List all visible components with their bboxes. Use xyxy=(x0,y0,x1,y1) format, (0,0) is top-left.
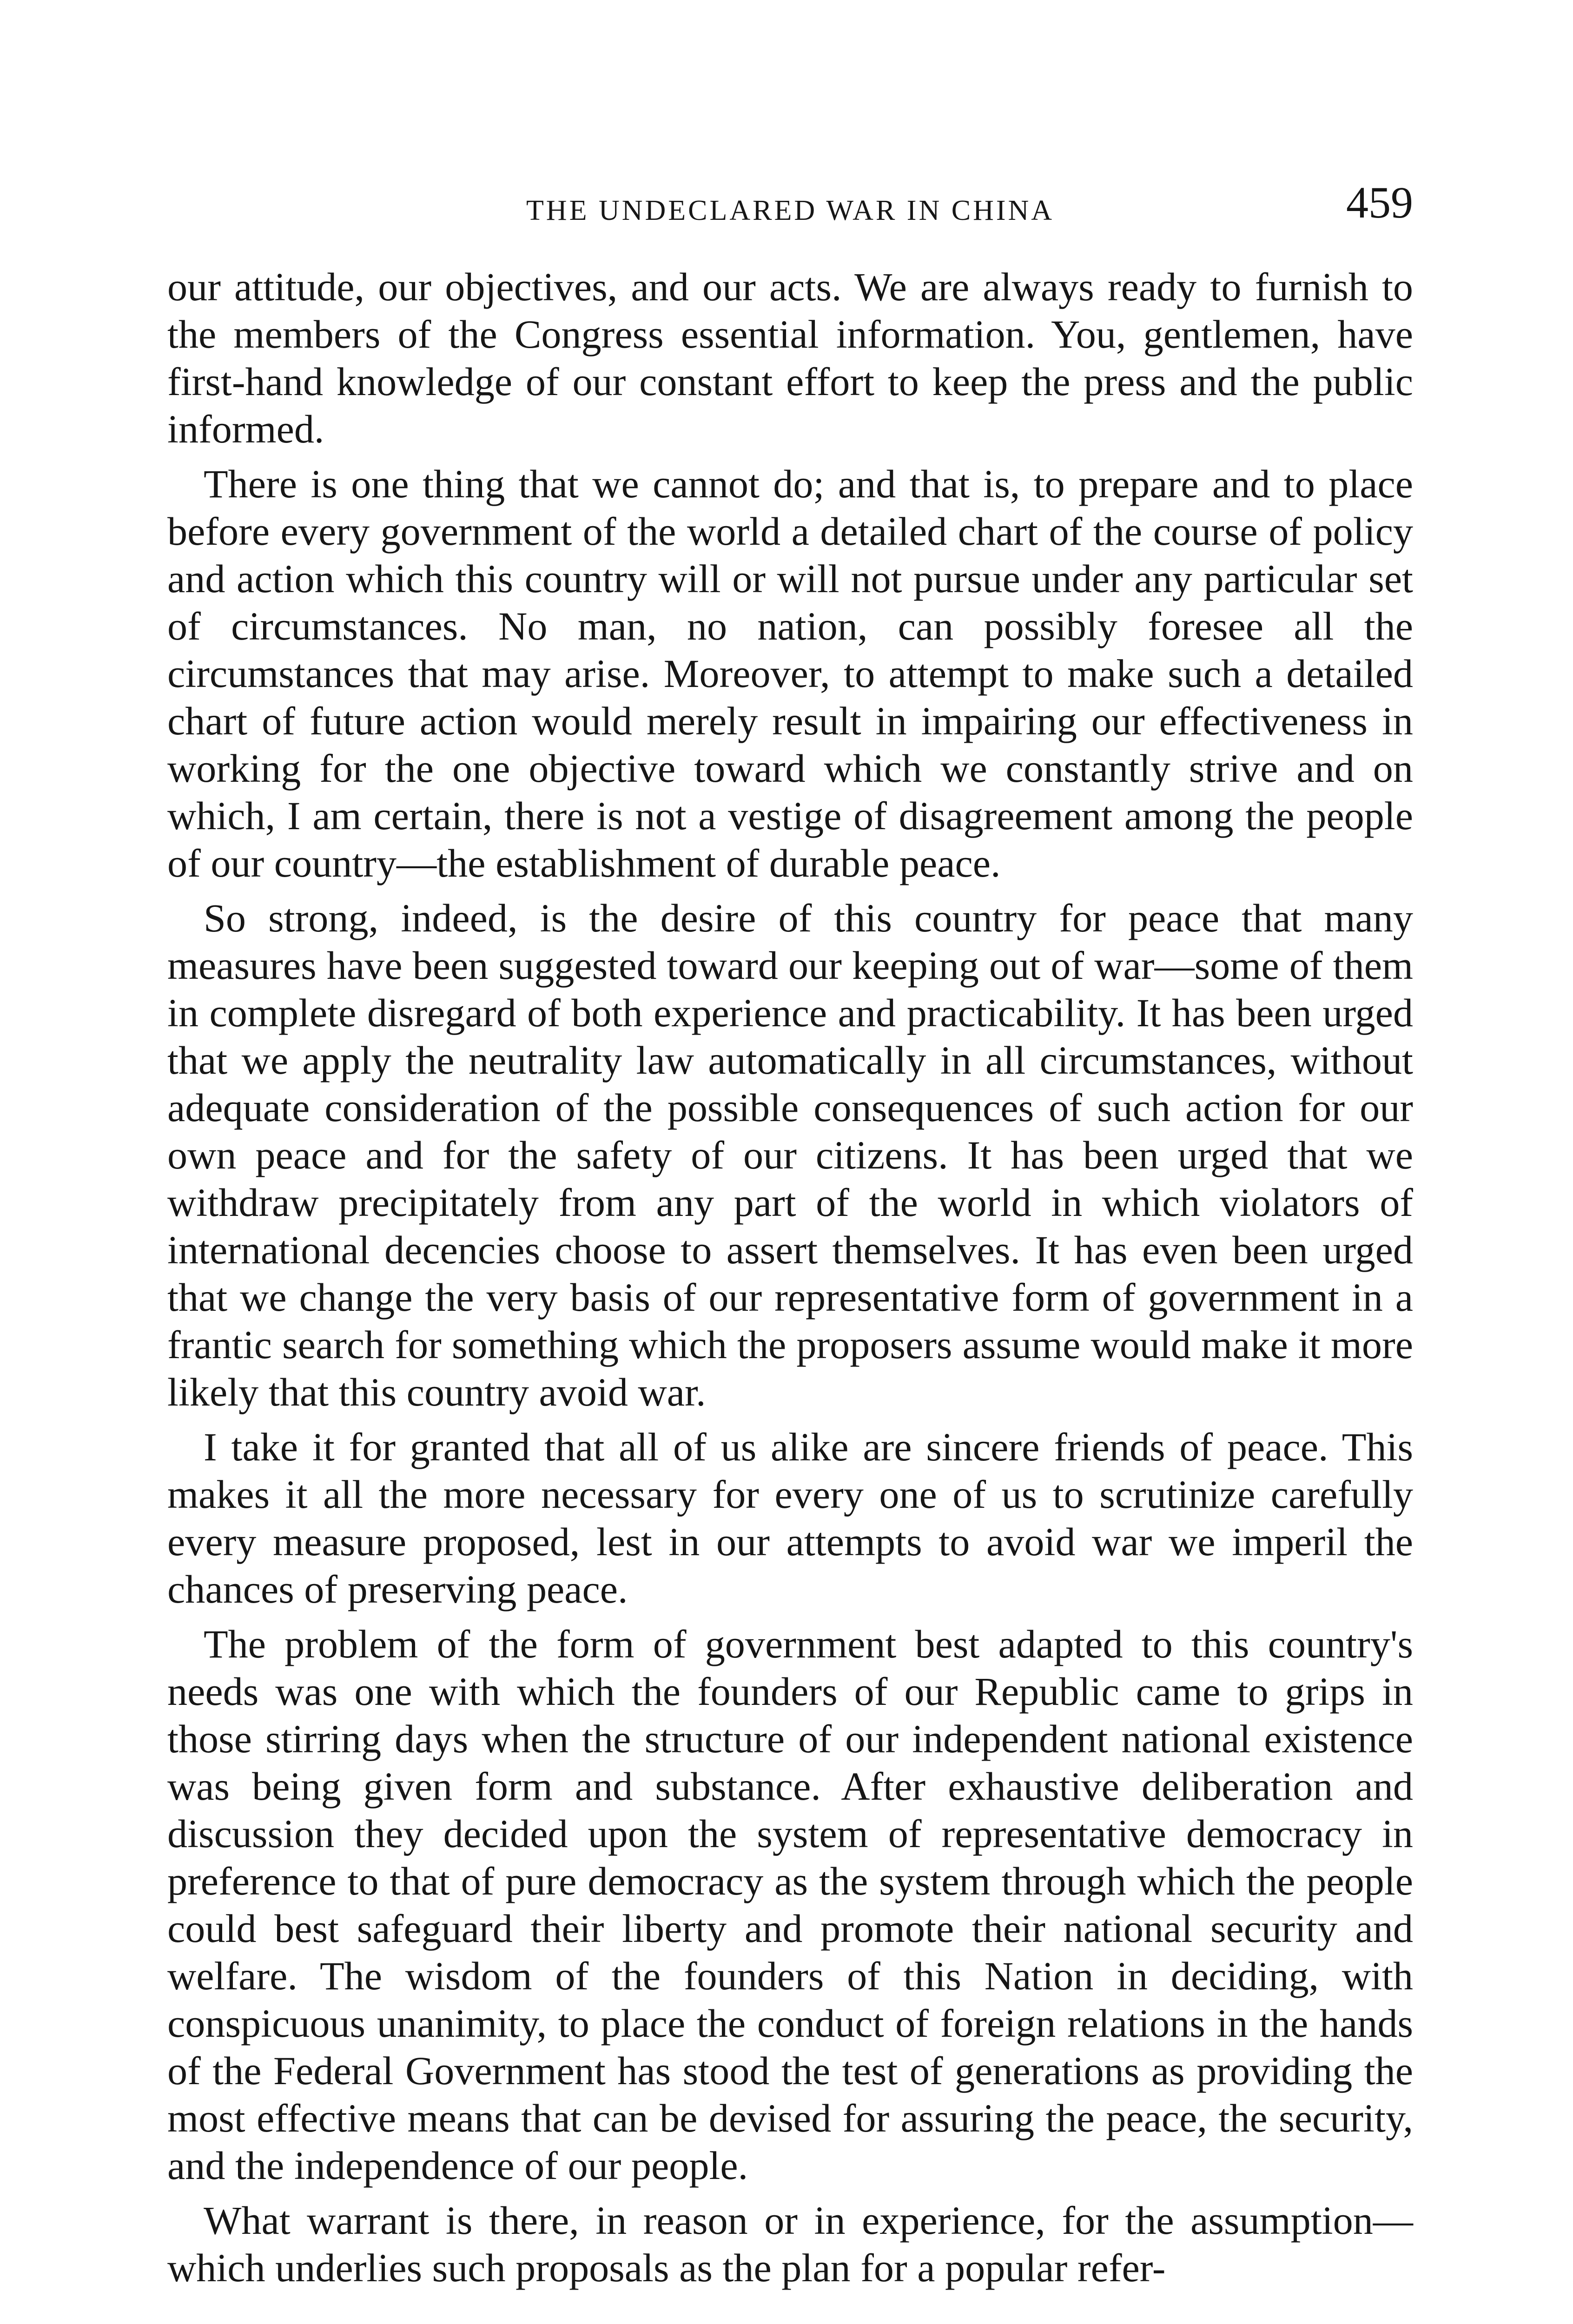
paragraph-1: our attitude, our objectives, and our acts. We are always ready to furnish to the members of the Congress essential information. You, gentlemen, have first-hand knowledge of our constant effort to keep the press and the public informed. xyxy=(167,264,1413,451)
page-number: 459 xyxy=(1346,178,1413,227)
paragraph-5: The problem of the form of government best adapted to this country's needs was one with which the founders of our Republic came to grips in those stirring days when the structure of our independent national existence was being given form and substance. After exhaustive deliberation and discussion they decided upon the system of representative democracy in preference to that of pure democracy as the system through which the people could best safeguard their liberty and promote their national security and welfare. The wisdom of the founders of this Nation in deciding, with conspicuous unanimity, to place the conduct of foreign relations in the hands of the Federal Government has stood the test of generations as providing the most effective means that can be devised for assuring the peace, the security, and the independence of our people. xyxy=(167,1622,1413,2188)
paragraph-2: There is one thing that we cannot do; and that is, to prepare and to place before every government of the world a detailed chart of the course of policy and action which this country will or will not pursue under any particular set of circumstances. No man, no nation, can possibly foresee all the circumstances that may arise. Moreover, to attempt to make such a detailed chart of future action would merely result in impairing our effectiveness in working for the one objective toward which we constantly strive and on which, I am certain, there is not a vestige of disagreement among the people of our country—the establishment of durable peace. xyxy=(167,462,1413,885)
running-title: THE UNDECLARED WAR IN CHINA xyxy=(526,195,1055,226)
paragraph-4: I take it for granted that all of us alike are sincere friends of peace. This makes it all the more necessary for every one of us to scrutinize carefully every measure proposed, lest in our attempts to avoid war we imperil the chances of preserving peace. xyxy=(167,1425,1413,1611)
body-text xyxy=(167,263,1413,2291)
book-page xyxy=(167,177,1413,2299)
paragraph-6: What warrant is there, in reason or in experience, for the assumption—which underlies such proposals as the plan for a popular refer- xyxy=(167,2198,1413,2290)
paragraph-3: So strong, indeed, is the desire of this country for peace that many measures have been suggested toward our keeping out of war—some of them in complete disregard of both experience and practicability. It has been urged that we apply the neutrality law automatically in all circumstances, without adequate consideration of the possible consequences of such action for our own peace and for the safety of our citizens. It has been urged that we withdraw precipitately from any part of the world in which violators of international decencies choose to assert themselves. It has even been urged that we change the very basis of our representative form of government in a frantic search for something which the proposers assume would make it more likely that this country avoid war. xyxy=(167,896,1413,1414)
running-head xyxy=(167,177,1413,246)
